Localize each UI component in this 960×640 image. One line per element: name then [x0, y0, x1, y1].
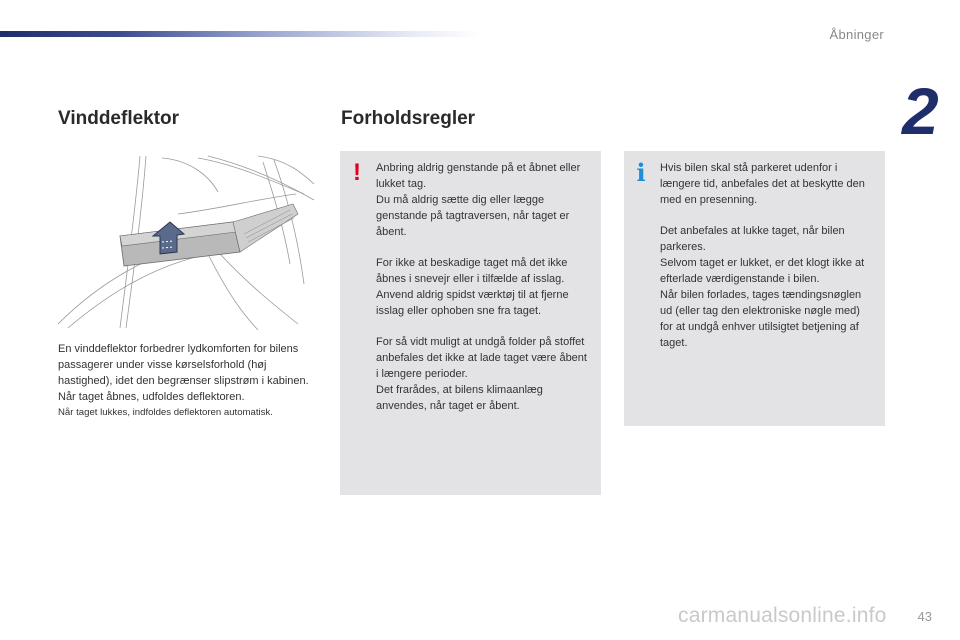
warning-box [340, 151, 601, 495]
page-number: 43 [917, 609, 932, 624]
warning-paragraph: Anbring aldrig genstande på et åbnet eller lukket tag. Du må aldrig sætte dig eller lægge genstande på tagtraversen, når taget er åbent. [376, 162, 581, 238]
info-box [624, 151, 885, 426]
chapter-number: 2 [902, 74, 939, 148]
info-content [660, 160, 873, 366]
section-heading-vinddeflektor: Vinddeflektor [58, 108, 180, 129]
roof-line-drawing [58, 154, 316, 330]
info-paragraph: Det anbefales at lukke taget, når bilen parkeres. Selvom taget er lukket, er det klogt ikke at efterlade værdigenstande i bilen. Når bilen forlades, tages tændingsnøglen ud (eller tag den elektroniske nøgle med) for at undgå enhver utilsigtet betjening af taget. [660, 225, 865, 349]
deflector-description [58, 341, 323, 420]
deflector-paragraph: Når taget åbnes, udfoldes deflektoren. [58, 391, 245, 403]
chapter-title: Åbninger [829, 27, 884, 42]
deflector-paragraph: En vinddeflektor forbedrer lydkomforten for bilens passagerer under visse kørselsforhold (høj hastighed), idet den begrænser slipstrøm i kabinen. [58, 343, 309, 387]
info-paragraph: Hvis bilen skal stå parkeret udenfor i længere tid, anbefales det at beskytte den med en presenning. [660, 162, 865, 206]
header-gradient-bar [0, 31, 480, 37]
warning-exclamation-icon: ! [353, 159, 361, 186]
section-heading-forholdsregler: Forholdsregler [341, 108, 476, 129]
warning-content [376, 160, 589, 429]
info-icon: i [636, 158, 646, 187]
watermark: carmanualsonline.info [678, 604, 887, 627]
deflector-paragraph: Når taget lukkes, indfoldes deflektoren automatisk. [58, 407, 273, 418]
wind-deflector-illustration [58, 154, 316, 330]
warning-paragraph: For ikke at beskadige taget må det ikke åbnes i snevejr eller i tilfælde af isslag. Anvend aldrig spidst værktøj til at fjerne isslag eller ophoben sne fra taget. [376, 257, 569, 317]
warning-paragraph: For så vidt muligt at undgå folder på stoffet anbefales det ikke at lade taget være åbent i længere perioder. Det frarådes, at bilens klimaanlæg anvendes, når taget er åbent. [376, 336, 587, 412]
